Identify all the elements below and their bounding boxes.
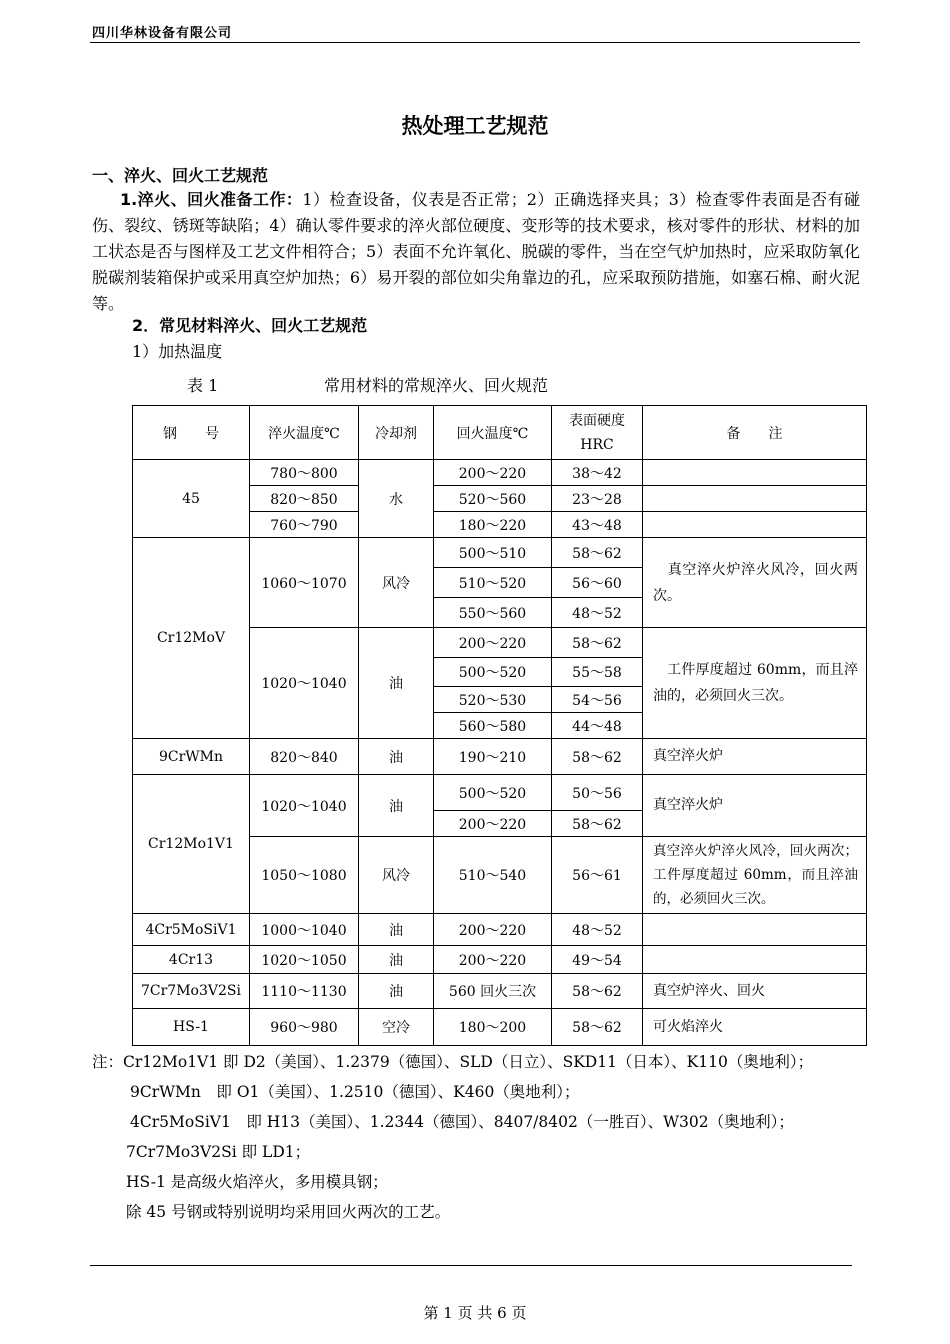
temper-cell: 550～560 (434, 598, 552, 628)
temper-cell: 520～530 (434, 687, 552, 713)
note-line: 7Cr7Mo3V2Si 即 LD1； (126, 1143, 311, 1161)
header-quench-temp: 淬火温度℃ (250, 406, 359, 460)
temper-cell: 200～220 (434, 460, 552, 486)
coolant-cell: 油 (359, 914, 434, 946)
header-steel: 钢 号 (133, 406, 250, 460)
heat-treatment-table (132, 405, 867, 1046)
page-number: 第 1 页 共 6 页 (423, 1304, 527, 1322)
table-row (133, 974, 867, 1009)
remark-cell (643, 914, 867, 946)
quench-cell: 1000～1040 (250, 914, 359, 946)
temper-cell: 200～220 (434, 628, 552, 658)
quench-cell: 1060～1070 (250, 538, 359, 628)
steel-cell: 4Cr5MoSiV1 (133, 914, 250, 946)
quench-cell: 760～790 (250, 512, 359, 538)
remark-cell (643, 512, 867, 538)
header-coolant: 冷却剂 (359, 406, 434, 460)
steel-cell: 45 (133, 460, 250, 538)
remark-cell: 真空淬火炉 (643, 739, 867, 775)
quench-cell: 1020～1050 (250, 946, 359, 974)
note-line: 除 45 号钢或特别说明均采用回火两次的工艺。 (126, 1203, 451, 1221)
header-hardness (552, 406, 643, 460)
remark-text: 真空淬火炉淬火风冷，回火两次。 (653, 561, 858, 604)
steel-cell: 4Cr13 (133, 946, 250, 974)
hrc-cell: 58～62 (552, 974, 643, 1009)
steel-cell: Cr12Mo1V1 (133, 775, 250, 914)
hrc-cell: 55～58 (552, 658, 643, 687)
hrc-cell: 50～56 (552, 775, 643, 811)
remark-cell (643, 538, 867, 628)
table-header-row (133, 406, 867, 460)
temper-cell: 510～540 (434, 837, 552, 914)
remark-cell: 真空淬火炉淬火风冷，回火两次；工件厚度超过 60mm，而且淬油的，必须回火三次。 (643, 837, 867, 914)
temper-cell: 200～220 (434, 811, 552, 837)
preparation-paragraph (92, 187, 860, 317)
coolant-cell: 油 (359, 739, 434, 775)
quench-cell: 780～800 (250, 460, 359, 486)
quench-cell: 1020～1040 (250, 628, 359, 739)
remark-cell: 真空炉淬火、回火 (643, 974, 867, 1009)
page-title: 热处理工艺规范 (401, 114, 549, 138)
hrc-cell: 58～62 (552, 1009, 643, 1046)
steel-cell: Cr12MoV (133, 538, 250, 739)
temper-cell: 190～210 (434, 739, 552, 775)
footer-divider (90, 1265, 852, 1266)
table-number: 表 1 (187, 376, 219, 395)
remark-cell: 真空淬火炉 (643, 775, 867, 837)
coolant-cell: 油 (359, 974, 434, 1009)
quench-cell: 1020～1040 (250, 775, 359, 837)
hrc-cell: 38～42 (552, 460, 643, 486)
coolant-cell: 风冷 (359, 837, 434, 914)
steel-cell: 9CrWMn (133, 739, 250, 775)
note-line: 9CrWMn 即 O1（美国）、1.2510（德国）、K460（奥地利）； (130, 1083, 580, 1101)
hrc-cell: 44～48 (552, 713, 643, 739)
hrc-cell: 54～56 (552, 687, 643, 713)
temper-cell: 510～520 (434, 568, 552, 598)
temper-cell: 500～520 (434, 658, 552, 687)
remark-cell (643, 946, 867, 974)
header-hardness-line2: HRC (580, 436, 614, 453)
temper-cell: 560～580 (434, 713, 552, 739)
hrc-cell: 58～62 (552, 628, 643, 658)
temper-cell: 200～220 (434, 946, 552, 974)
hrc-cell: 58～62 (552, 739, 643, 775)
steel-cell: HS-1 (133, 1009, 250, 1046)
hrc-cell: 58～62 (552, 811, 643, 837)
item2-heading: 2．常见材料淬火、回火工艺规范 (132, 316, 368, 335)
table-row (133, 946, 867, 974)
remark-cell (643, 460, 867, 486)
remark-cell: 可火焰淬火 (643, 1009, 867, 1046)
temper-cell: 180～220 (434, 512, 552, 538)
note-line: 注：Cr12Mo1V1 即 D2（美国）、1.2379（德国）、SLD（日立）、SKD11（日本）、K110（奥地利）； (92, 1053, 814, 1071)
table-caption (187, 373, 549, 396)
header-hardness-line1: 表面硬度 (569, 412, 625, 429)
table-row (133, 914, 867, 946)
quench-cell: 1110～1130 (250, 974, 359, 1009)
quench-cell: 820～840 (250, 739, 359, 775)
temper-cell: 200～220 (434, 914, 552, 946)
quench-cell: 960～980 (250, 1009, 359, 1046)
note-line: 4Cr5MoSiV1 即 H13（美国）、1.2344（德国）、8407/8402（一胜百）、W302（奥地利）； (130, 1113, 794, 1131)
quench-cell: 1050～1080 (250, 837, 359, 914)
temper-cell: 500～520 (434, 775, 552, 811)
temper-cell: 500～510 (434, 538, 552, 568)
temper-cell: 560 回火三次 (434, 974, 552, 1009)
table-row (133, 538, 867, 568)
header-temper-temp: 回火温度℃ (434, 406, 552, 460)
coolant-cell: 油 (359, 628, 434, 739)
temper-cell: 180～200 (434, 1009, 552, 1046)
item1-label: 1.淬火、回火准备工作： (120, 190, 303, 209)
header-remark: 备 注 (643, 406, 867, 460)
remark-text: 工件厚度超过 60mm，而且淬油的，必须回火三次。 (653, 662, 858, 704)
header-divider (90, 42, 860, 43)
coolant-cell: 油 (359, 946, 434, 974)
company-name: 四川华林设备有限公司 (92, 26, 233, 41)
coolant-cell: 油 (359, 775, 434, 837)
notes-block (92, 1047, 862, 1227)
steel-cell: 7Cr7Mo3V2Si (133, 974, 250, 1009)
hrc-cell: 48～52 (552, 598, 643, 628)
table-row (133, 739, 867, 775)
coolant-cell: 风冷 (359, 538, 434, 628)
remark-cell (643, 486, 867, 512)
hrc-cell: 56～60 (552, 568, 643, 598)
hrc-cell: 23～28 (552, 486, 643, 512)
hrc-cell: 48～52 (552, 914, 643, 946)
item1-text: 1）检查设备，仪表是否正常；2）正确选择夹具；3）检查零件表面是否有碰伤、裂纹、锈斑等缺陷；4）确认零件要求的淬火部位硬度、变形等的技术要求，核对零件的形状、材料的加工状态是否与图样及工艺文件相符合；5）表面不允许氧化、脱碳的零件，当在空气炉加热时，应采取防氧化脱碳剂装箱保护或采用真空炉加热；6）易开裂的部位如尖角靠边的孔，应采取预防措施，如塞石棉、耐火泥等。 (92, 190, 860, 313)
coolant-cell: 水 (359, 460, 434, 538)
hrc-cell: 58～62 (552, 538, 643, 568)
hrc-cell: 49～54 (552, 946, 643, 974)
remark-cell (643, 628, 867, 739)
section-heading: 一、淬火、回火工艺规范 (92, 166, 269, 185)
hrc-cell: 43～48 (552, 512, 643, 538)
item2-subheading: 1）加热温度 (132, 342, 223, 361)
note-line: HS-1 是高级火焰淬火，多用模具钢； (126, 1173, 388, 1191)
quench-cell: 820～850 (250, 486, 359, 512)
table-row (133, 460, 867, 486)
temper-cell: 520～560 (434, 486, 552, 512)
coolant-cell: 空冷 (359, 1009, 434, 1046)
hrc-cell: 56～61 (552, 837, 643, 914)
table-row (133, 1009, 867, 1046)
table-row (133, 775, 867, 811)
table-title: 常用材料的常规淬火、回火规范 (324, 376, 549, 395)
